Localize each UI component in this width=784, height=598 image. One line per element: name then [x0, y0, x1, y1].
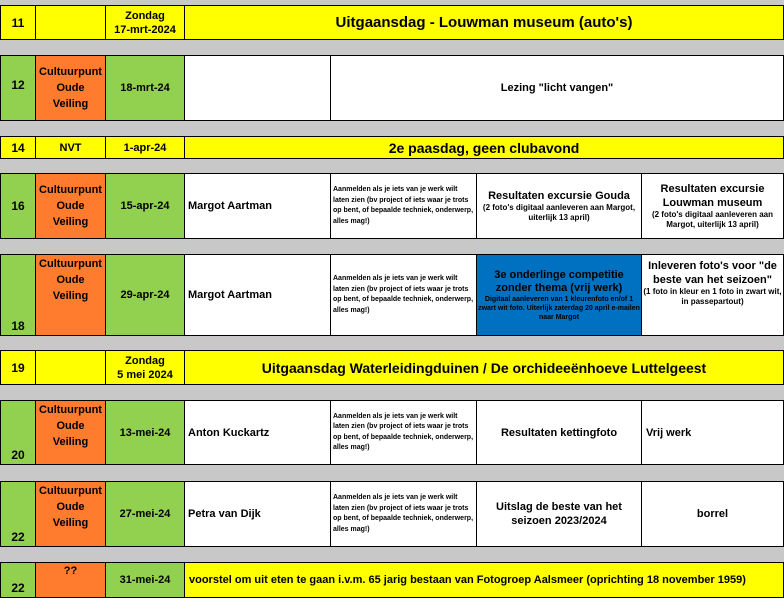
program-title: 3e onderlinge competitie zonder thema (vrij werk)	[494, 268, 624, 294]
program-title: Resultaten excursie Louwman museum	[660, 183, 765, 209]
date-cell: 27-mei-24	[105, 481, 185, 547]
program-cell: Resultaten kettingfoto	[476, 400, 642, 465]
week-number: 16	[0, 173, 36, 239]
location-line: Cultuurpunt	[39, 258, 102, 270]
week-number: 11	[0, 5, 36, 40]
row-separator	[0, 465, 784, 481]
date-cell: 1-apr-24	[105, 136, 185, 159]
date-value: 17-mrt-2024	[114, 23, 176, 36]
speaker-cell: Petra van Dijk	[184, 481, 331, 547]
announce-cell: Aanmelden als je iets van je werk wilt laten zien (bv project of iets waar je trots op bent, of bepaalde techniek, onderwerp, alles mag!)	[330, 481, 477, 547]
date-cell: 29-apr-24	[105, 254, 185, 336]
event-title: Uitgaansdag - Louwman museum (auto's)	[184, 5, 784, 40]
row-separator	[0, 385, 784, 400]
location-line: Cultuurpunt	[39, 66, 102, 78]
date-day: Zondag	[125, 9, 165, 22]
week-number: 12	[0, 55, 36, 121]
program-cell: Vrij werk	[641, 400, 784, 465]
speaker-cell: Margot Aartman	[184, 254, 331, 336]
date-day: Zondag	[125, 354, 165, 367]
week-number: 18	[0, 254, 36, 336]
date-cell: 13-mei-24	[105, 400, 185, 465]
program-cell: borrel	[641, 481, 784, 547]
location-cell	[35, 55, 106, 121]
location-line: Veiling	[52, 216, 89, 228]
row-separator	[0, 336, 784, 350]
location-line: Cultuurpunt	[39, 404, 102, 416]
event-title: 2e paasdag, geen clubavond	[184, 136, 784, 159]
location-cell	[35, 173, 106, 239]
week-number: 20	[0, 400, 36, 465]
announce-cell: Aanmelden als je iets van je werk wilt laten zien (bv project of iets waar je trots op bent, of bepaalde techniek, onderwerp, alles mag!)	[330, 173, 477, 239]
location-line: Oude	[56, 501, 85, 513]
location-line: Veiling	[52, 290, 89, 302]
location-line: Oude	[56, 200, 85, 212]
program-title: Inleveren foto's voor "de beste van het seizoen"	[648, 260, 777, 286]
location-line: Oude	[56, 274, 85, 286]
location-line: Veiling	[52, 517, 89, 529]
row-separator	[0, 121, 784, 136]
date-cell: 15-apr-24	[105, 173, 185, 239]
program-title: Resultaten excursie Gouda	[488, 190, 630, 202]
location-line: Cultuurpunt	[39, 485, 102, 497]
program-note: Digitaal aanleveren van 1 kleurenfoto en/of 1 zwart wit foto. Uiterlijk zaterdag 20 april e-mailen naar Margot	[478, 295, 640, 321]
location-cell	[35, 481, 106, 547]
date-cell: 31-mei-24	[105, 562, 185, 598]
row-separator	[0, 159, 784, 173]
location-cell	[35, 400, 106, 465]
program-cell: Uitslag de beste van het seizoen 2023/2024	[476, 481, 642, 547]
announce-cell: Aanmelden als je iets van je werk wilt laten zien (bv project of iets waar je trots op bent, of bepaalde techniek, onderwerp, alles mag!)	[330, 400, 477, 465]
speaker-cell: Margot Aartman	[184, 173, 331, 239]
row-separator	[0, 239, 784, 254]
row-separator	[0, 547, 784, 562]
location-line: Oude	[56, 420, 85, 432]
competition-cell	[476, 254, 642, 336]
location-line: Veiling	[52, 98, 89, 110]
date-cell	[105, 350, 185, 385]
location-cell: ??	[35, 562, 106, 598]
date-cell	[105, 5, 185, 40]
date-cell: 18-mrt-24	[105, 55, 185, 121]
program-note: (2 foto's digitaal aanleveren aan Margot, uiterlijk 13 april)	[651, 210, 774, 229]
announce-cell: Aanmelden als je iets van je werk wilt laten zien (bv project of iets waar je trots op bent, of bepaalde techniek, onderwerp, alles mag!)	[330, 254, 477, 336]
row-separator	[0, 40, 784, 55]
location-cell	[35, 350, 106, 385]
speaker-cell	[184, 55, 331, 121]
event-title: voorstel om uit eten te gaan i.v.m. 65 jarig bestaan van Fotogroep Aalsmeer (oprichting 18 november 1959)	[184, 562, 784, 598]
date-value: 5 mei 2024	[117, 368, 173, 381]
location-line: Veiling	[52, 436, 89, 448]
location-cell	[35, 5, 106, 40]
program-note: (2 foto's digitaal aanleveren aan Margot, uiterlijk 13 april)	[482, 203, 636, 222]
week-number: 22	[0, 481, 36, 547]
location-cell	[35, 254, 106, 336]
location-cell: NVT	[35, 136, 106, 159]
program-cell	[641, 173, 784, 239]
location-line: Cultuurpunt	[39, 184, 102, 196]
location-line: Oude	[56, 82, 85, 94]
speaker-cell: Anton Kuckartz	[184, 400, 331, 465]
week-number: 14	[0, 136, 36, 159]
event-title: Uitgaansdag Waterleidingduinen / De orchideeënhoeve Luttelgeest	[184, 350, 784, 385]
program-cell	[641, 254, 784, 336]
program-note: (1 foto in kleur en 1 foto in zwart wit, in passepartout)	[643, 287, 782, 306]
week-number: 22	[0, 562, 36, 598]
week-number: 19	[0, 350, 36, 385]
event-title: Lezing "licht vangen"	[330, 55, 784, 121]
program-cell	[476, 173, 642, 239]
